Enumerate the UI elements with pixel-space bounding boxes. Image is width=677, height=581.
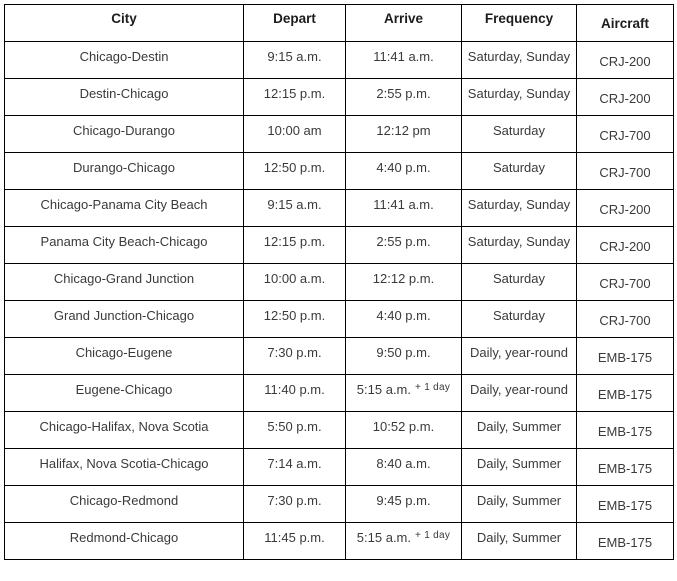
depart-cell-text: 12:15 p.m. bbox=[263, 234, 326, 249]
city-cell-text: Redmond-Chicago bbox=[69, 530, 179, 545]
arrive-cell bbox=[346, 42, 462, 79]
table-row bbox=[5, 79, 674, 116]
aircraft-cell-text: CRJ-200 bbox=[599, 91, 651, 106]
aircraft-cell bbox=[577, 264, 674, 301]
aircraft-cell bbox=[577, 523, 674, 560]
frequency-cell-text: Daily, year-round bbox=[469, 345, 569, 360]
depart-cell-text: 9:15 a.m. bbox=[267, 197, 322, 212]
plus-one-day-note: + 1 day bbox=[415, 530, 451, 541]
depart-cell bbox=[244, 523, 346, 560]
city-cell-text: Panama City Beach-Chicago bbox=[40, 234, 208, 249]
city-cell bbox=[5, 153, 244, 190]
frequency-cell bbox=[462, 449, 577, 486]
depart-cell-text: 9:15 a.m. bbox=[267, 49, 322, 64]
depart-cell-text: 12:50 p.m. bbox=[263, 160, 326, 175]
city-cell bbox=[5, 338, 244, 375]
arrive-cell bbox=[346, 264, 462, 301]
aircraft-cell bbox=[577, 338, 674, 375]
city-cell bbox=[5, 523, 244, 560]
city-cell-text: Destin-Chicago bbox=[79, 86, 169, 101]
depart-cell bbox=[244, 264, 346, 301]
city-cell bbox=[5, 264, 244, 301]
table-row bbox=[5, 190, 674, 227]
depart-cell-text: 10:00 a.m. bbox=[263, 271, 326, 286]
aircraft-cell-text: EMB-175 bbox=[597, 387, 653, 402]
table-row bbox=[5, 301, 674, 338]
depart-cell bbox=[244, 42, 346, 79]
frequency-cell bbox=[462, 42, 577, 79]
depart-cell-text: 12:15 p.m. bbox=[263, 86, 326, 101]
frequency-cell-text: Saturday, Sunday bbox=[467, 234, 571, 249]
table-body bbox=[5, 42, 674, 560]
depart-cell bbox=[244, 79, 346, 116]
arrive-cell bbox=[346, 412, 462, 449]
table-row bbox=[5, 227, 674, 264]
arrive-cell bbox=[346, 486, 462, 523]
table-row bbox=[5, 153, 674, 190]
city-cell bbox=[5, 449, 244, 486]
aircraft-cell bbox=[577, 116, 674, 153]
depart-cell-text: 11:40 p.m. bbox=[264, 382, 325, 397]
frequency-cell-text: Saturday, Sunday bbox=[467, 86, 571, 101]
aircraft-cell-text: CRJ-200 bbox=[599, 239, 651, 254]
city-cell bbox=[5, 227, 244, 264]
frequency-cell-text: Saturday bbox=[492, 123, 546, 138]
frequency-cell-text: Saturday, Sunday bbox=[467, 49, 571, 64]
aircraft-cell-text: EMB-175 bbox=[597, 498, 653, 513]
depart-cell bbox=[244, 449, 346, 486]
table-row bbox=[5, 264, 674, 301]
city-cell-text: Chicago-Halifax, Nova Scotia bbox=[39, 419, 209, 434]
frequency-cell bbox=[462, 190, 577, 227]
depart-cell bbox=[244, 412, 346, 449]
arrive-cell-text: 9:45 p.m. bbox=[376, 493, 431, 508]
arrive-cell-text: 10:52 p.m. bbox=[372, 419, 435, 434]
depart-cell-text: 12:50 p.m. bbox=[263, 308, 326, 323]
column-header-depart: Depart bbox=[244, 5, 346, 42]
aircraft-cell-text: CRJ-200 bbox=[599, 202, 651, 217]
arrive-cell-text: 2:55 p.m. bbox=[376, 86, 431, 101]
frequency-cell bbox=[462, 338, 577, 375]
city-cell-text: Chicago-Redmond bbox=[69, 493, 179, 508]
column-header-arrive: Arrive bbox=[346, 5, 462, 42]
frequency-cell bbox=[462, 153, 577, 190]
depart-cell bbox=[244, 153, 346, 190]
city-cell-text: Chicago-Destin bbox=[79, 49, 169, 64]
arrive-cell bbox=[346, 79, 462, 116]
city-cell bbox=[5, 375, 244, 412]
aircraft-cell bbox=[577, 42, 674, 79]
city-cell bbox=[5, 486, 244, 523]
frequency-cell bbox=[462, 301, 577, 338]
depart-cell bbox=[244, 375, 346, 412]
frequency-cell bbox=[462, 264, 577, 301]
aircraft-cell bbox=[577, 375, 674, 412]
depart-cell bbox=[244, 338, 346, 375]
plus-one-day-note: + 1 day bbox=[415, 382, 451, 393]
depart-cell-text: 10:00 am bbox=[267, 123, 322, 138]
depart-cell-text: 7:30 p.m. bbox=[267, 493, 322, 508]
arrive-cell bbox=[346, 449, 462, 486]
arrive-cell bbox=[346, 116, 462, 153]
arrive-cell bbox=[346, 523, 462, 560]
arrive-cell-text: 4:40 p.m. bbox=[376, 160, 431, 175]
frequency-cell bbox=[462, 523, 577, 560]
depart-cell bbox=[244, 486, 346, 523]
frequency-cell-text: Saturday bbox=[492, 308, 546, 323]
aircraft-cell bbox=[577, 301, 674, 338]
frequency-cell-text: Daily, Summer bbox=[476, 419, 562, 434]
aircraft-cell-text: EMB-175 bbox=[597, 350, 653, 365]
frequency-cell bbox=[462, 227, 577, 264]
frequency-cell bbox=[462, 116, 577, 153]
table-row bbox=[5, 375, 674, 412]
table-row bbox=[5, 338, 674, 375]
frequency-cell-text: Daily, year-round bbox=[469, 382, 569, 397]
aircraft-cell bbox=[577, 153, 674, 190]
arrive-cell bbox=[346, 227, 462, 264]
arrive-cell-text: 5:15 a.m. bbox=[356, 530, 411, 545]
flight-schedule-table bbox=[4, 4, 674, 560]
city-cell-text: Chicago-Eugene bbox=[75, 345, 173, 360]
city-cell bbox=[5, 79, 244, 116]
arrive-cell bbox=[346, 338, 462, 375]
aircraft-cell bbox=[577, 79, 674, 116]
city-cell bbox=[5, 412, 244, 449]
arrive-cell bbox=[346, 153, 462, 190]
depart-cell bbox=[244, 190, 346, 227]
frequency-cell bbox=[462, 79, 577, 116]
column-header-aircraft: Aircraft bbox=[577, 5, 674, 42]
city-cell bbox=[5, 116, 244, 153]
city-cell-text: Grand Junction-Chicago bbox=[53, 308, 195, 323]
arrive-cell-text: 12:12 p.m. bbox=[372, 271, 435, 286]
aircraft-cell-text: CRJ-700 bbox=[599, 276, 651, 291]
frequency-cell-text: Daily, Summer bbox=[476, 456, 562, 471]
depart-cell bbox=[244, 116, 346, 153]
frequency-cell bbox=[462, 486, 577, 523]
city-cell bbox=[5, 190, 244, 227]
frequency-cell-text: Daily, Summer bbox=[476, 530, 562, 545]
frequency-cell bbox=[462, 375, 577, 412]
depart-cell-text: 11:45 p.m. bbox=[264, 530, 325, 545]
table-row bbox=[5, 116, 674, 153]
aircraft-cell bbox=[577, 486, 674, 523]
aircraft-cell-text: CRJ-700 bbox=[599, 128, 651, 143]
aircraft-cell bbox=[577, 227, 674, 264]
arrive-cell-text: 11:41 a.m. bbox=[373, 49, 434, 64]
column-header-city: City bbox=[5, 5, 244, 42]
frequency-cell-text: Saturday bbox=[492, 160, 546, 175]
aircraft-cell bbox=[577, 190, 674, 227]
table-row bbox=[5, 523, 674, 560]
depart-cell bbox=[244, 301, 346, 338]
city-cell-text: Eugene-Chicago bbox=[75, 382, 173, 397]
city-cell bbox=[5, 42, 244, 79]
arrive-cell-text: 9:50 p.m. bbox=[376, 345, 431, 360]
depart-cell-text: 7:14 a.m. bbox=[267, 456, 322, 471]
frequency-cell-text: Saturday bbox=[492, 271, 546, 286]
city-cell-text: Chicago-Grand Junction bbox=[53, 271, 195, 286]
table-row bbox=[5, 449, 674, 486]
frequency-cell-text: Daily, Summer bbox=[476, 493, 562, 508]
depart-cell-text: 5:50 p.m. bbox=[267, 419, 322, 434]
arrive-cell-text: 11:41 a.m. bbox=[373, 197, 434, 212]
arrive-cell bbox=[346, 375, 462, 412]
arrive-cell-text: 8:40 a.m. bbox=[376, 456, 431, 471]
arrive-cell bbox=[346, 190, 462, 227]
arrive-cell-text: 5:15 a.m. bbox=[356, 382, 411, 397]
aircraft-cell-text: CRJ-700 bbox=[599, 165, 651, 180]
table-row bbox=[5, 412, 674, 449]
aircraft-cell bbox=[577, 412, 674, 449]
aircraft-cell bbox=[577, 449, 674, 486]
depart-cell bbox=[244, 227, 346, 264]
city-cell-text: Durango-Chicago bbox=[73, 160, 175, 175]
aircraft-cell-text: CRJ-700 bbox=[599, 313, 651, 328]
aircraft-cell-text: EMB-175 bbox=[597, 424, 653, 439]
depart-cell-text: 7:30 p.m. bbox=[267, 345, 322, 360]
aircraft-cell-text: EMB-175 bbox=[597, 535, 653, 550]
arrive-cell-text: 2:55 p.m. bbox=[376, 234, 431, 249]
aircraft-cell-text: EMB-175 bbox=[597, 461, 653, 476]
frequency-cell-text: Saturday, Sunday bbox=[467, 197, 571, 212]
header-row bbox=[5, 5, 674, 42]
city-cell-text: Chicago-Panama City Beach bbox=[40, 197, 208, 212]
frequency-cell bbox=[462, 412, 577, 449]
city-cell-text: Chicago-Durango bbox=[73, 123, 175, 138]
city-cell bbox=[5, 301, 244, 338]
column-header-frequency: Frequency bbox=[462, 5, 577, 42]
city-cell-text: Halifax, Nova Scotia-Chicago bbox=[39, 456, 209, 471]
arrive-cell-text: 12:12 pm bbox=[376, 123, 431, 138]
table-row bbox=[5, 486, 674, 523]
aircraft-cell-text: CRJ-200 bbox=[599, 54, 651, 69]
arrive-cell-text: 4:40 p.m. bbox=[376, 308, 431, 323]
table-row bbox=[5, 42, 674, 79]
arrive-cell bbox=[346, 301, 462, 338]
